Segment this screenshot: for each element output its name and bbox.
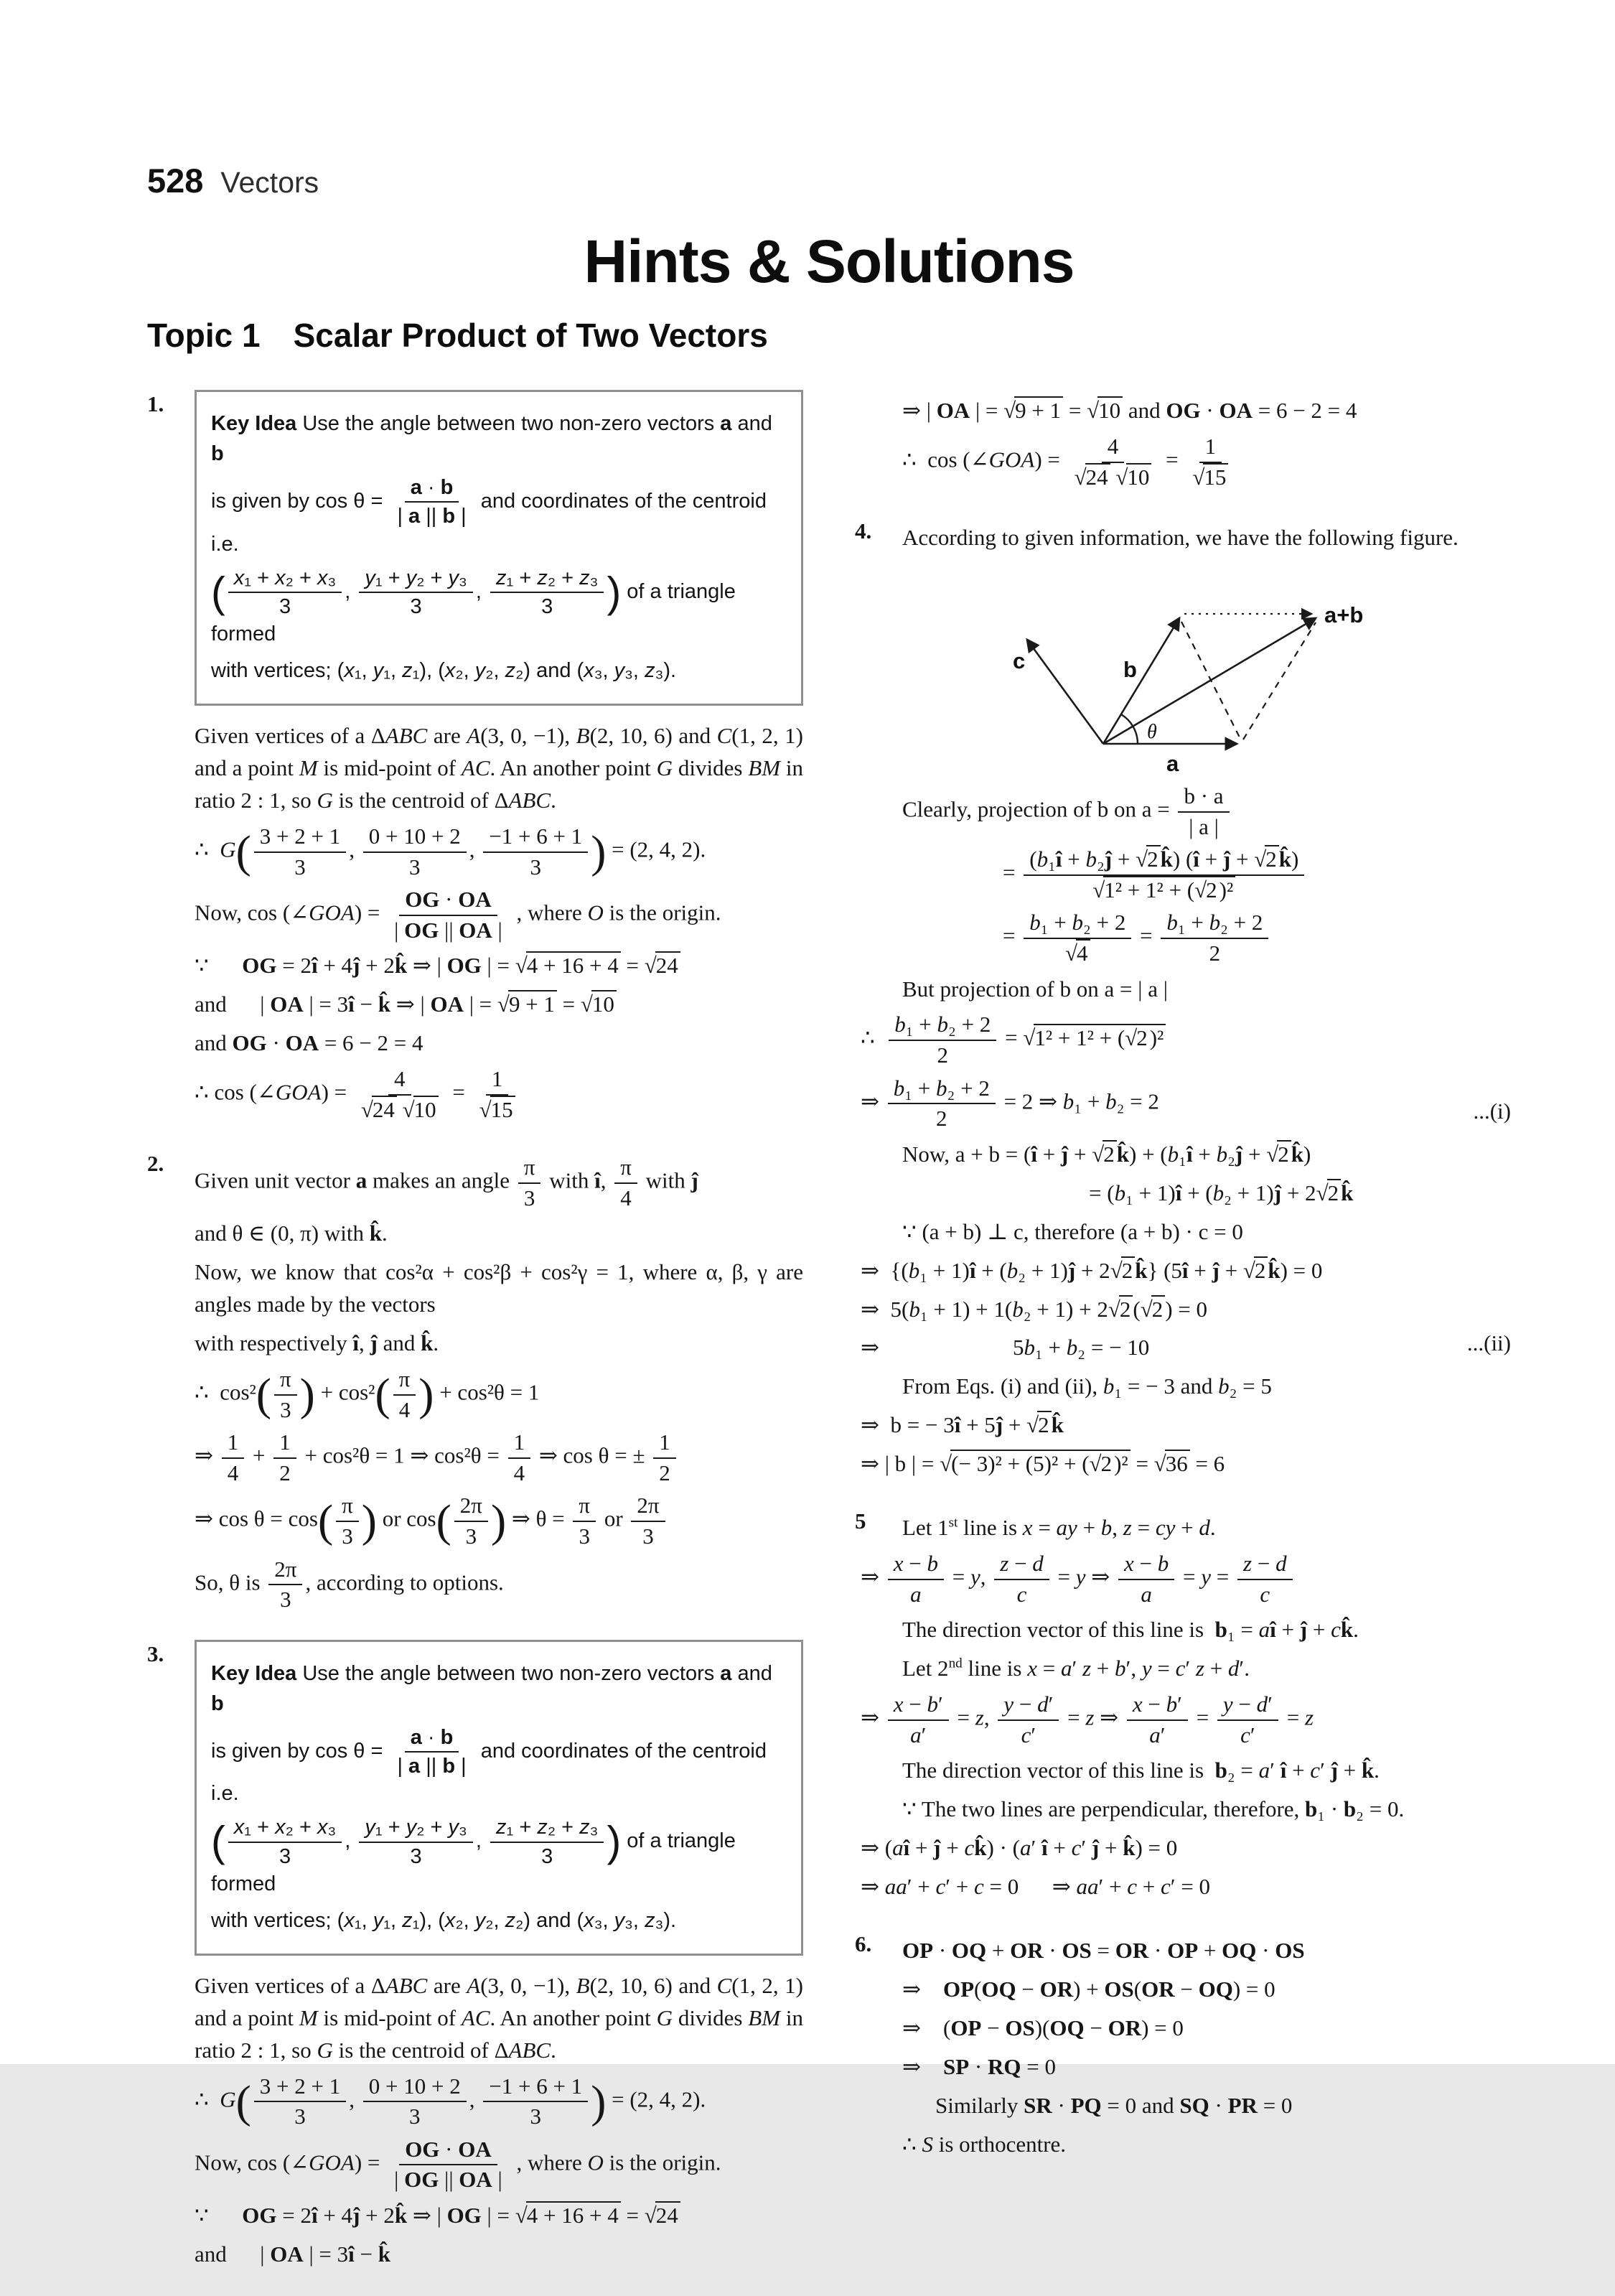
- math-line: ∴ G( $\frac{3 + 2 + 1}{3}$ , $\frac{0 + 10 + 2}{3}$ , $\frac{-1 + 6 + 1}{3}$ ) = (2, 4, 2).: [195, 823, 706, 879]
- math-line: Now, cos (∠GOA) = $\frac{OG \cdot OA}{| OG || OA |}$ , where O is the origin.: [195, 887, 721, 943]
- math-line: ∴ cos²( $\frac{\pi}{3}$ ) + cos²( $\frac{\pi}{4}$ ) + cos²θ = 1: [195, 1366, 540, 1422]
- left-column: [147, 388, 803, 2296]
- label-vector-a-plus-b: a+b: [1324, 602, 1364, 628]
- math-line: with vertices; (x₁, y₁, z₁), (x₂, y₂, z₂) and (x₃, y₃, z₃).: [211, 1908, 677, 1932]
- math-line: ⇒ 5(b₁ + 1) + 1(b₂ + 1) + 2√2(√2) = 0: [861, 1296, 1208, 1322]
- item-body: [195, 388, 803, 1129]
- item-body: [902, 1928, 1511, 2167]
- math-line: and | OA | = 3î − k̂ ⇒ | OA | = √9 + 1 = √10: [195, 989, 803, 1021]
- item-number: 2.: [147, 1151, 164, 1177]
- item-number: 1.: [147, 391, 164, 417]
- label-vector-c: c: [1013, 648, 1026, 674]
- label-theta: θ: [1147, 721, 1157, 744]
- math-line: ⇒ (OP − OS)(OQ − OR) = 0: [902, 2015, 1184, 2040]
- math-line: But projection of b on a = | a |: [902, 976, 1168, 1002]
- item-number: 5: [855, 1508, 866, 1534]
- topic-heading: [147, 312, 1511, 360]
- label-vector-b: b: [1123, 657, 1137, 683]
- math-line: ∴ G( $\frac{3 + 2 + 1}{3}$ , $\frac{0 + 10 + 2}{3}$ , $\frac{-1 + 6 + 1}{3}$ ) = (2, 4, 2).: [195, 2073, 706, 2129]
- math-line: ∴ S is orthocentre.: [902, 2131, 1067, 2157]
- math-line: = (b₁ + 1)î + (b₂ + 1)ĵ + 2√2k̂: [1089, 1180, 1354, 1205]
- two-column-layout: [147, 388, 1511, 2296]
- item-body: [195, 1638, 803, 2277]
- math-line: Given vertices of a ΔABC are A(3, 0, −1), B(2, 10, 6) and C(1, 2, 1) and a point M is mid-point of AC. An another point G divides BM in ratio 2 : 1, so G is the centroid of ΔABC.: [195, 723, 804, 813]
- math-line: ⇒ b = − 3î + 5ĵ + √2k̂: [861, 1412, 1064, 1438]
- math-line: Now, we know that cos²α + cos²β + cos²γ = 1, where α, β, γ are angles made by the vectors: [195, 1259, 803, 1317]
- page-title: Hints & Solutions: [584, 228, 1075, 296]
- math-line: = $\frac{\text{b₁ + b₂ + 2}}{√4}$ = $\frac{\text{b₁ + b₂ + 2}}{2}$: [1003, 910, 1511, 966]
- item-number: 4.: [855, 518, 872, 544]
- math-line: ⇒ cos θ = cos( $\frac{\pi}{3}$ ) or cos( $\frac{2\pi}{3}$ ) ⇒ θ = $\frac{\pi}{3}$ or $\frac{2\pi}{3}$: [195, 1493, 803, 1549]
- math-line: ∴ cos (∠GOA) = $\frac{4}{√24 √10}$ = $\frac{1}{√15}$: [902, 434, 1511, 490]
- math-line: Clearly, projection of b on a = $\frac{b \cdot a}{| a |}$: [902, 783, 1511, 840]
- math-line: ∵ The two lines are perpendicular, therefore, b₁ · b₂ = 0.: [902, 1796, 1405, 1822]
- math-line: Key Idea Use the angle between two non-zero vectors a and b: [211, 1661, 772, 1715]
- solution-item-2: [147, 1148, 803, 1620]
- math-line: ⇒ 5b₁ + b₂ = − 10 ...(ii): [861, 1330, 1511, 1361]
- chapter-name: Vectors: [220, 166, 319, 199]
- math-line: ⇒ | OA | = √9 + 1 = √10 and OG · OA = 6 − 2 = 4: [902, 398, 1357, 424]
- label-vector-a: a: [1166, 751, 1179, 777]
- math-line: ⇒ {(b₁ + 1)î + (b₂ + 1)ĵ + 2√2k̂} (5î + ĵ + √2k̂) = 0: [861, 1257, 1323, 1283]
- math-line: ⇒ | b | = √(− 3)² + (5)² + (√2)² = √36 = 6: [861, 1451, 1225, 1477]
- key-idea-box: [195, 390, 803, 706]
- page-number: 528: [147, 162, 204, 200]
- topic-label: Topic 1: [147, 317, 261, 355]
- vector-diagram-svg: [996, 561, 1398, 776]
- solution-item-3-continued: [855, 388, 1511, 497]
- key-idea-box: [195, 1640, 803, 1956]
- solution-item-1: [147, 388, 803, 1129]
- math-line: Let 2nd line is x = a′ z + b′, y = c′ z + d′.: [902, 1656, 1250, 1681]
- math-line: ∴ $\frac{\text{b₁ + b₂ + 2}}{2}$ = √1² + 1² + (√2)²: [861, 1012, 1511, 1068]
- math-line: with vertices; (x₁, y₁, z₁), (x₂, y₂, z₂) and (x₃, y₃, z₃).: [211, 659, 677, 683]
- item-body: [902, 388, 1511, 497]
- page-header: [147, 157, 1511, 205]
- math-line: ∵ OG = 2î + 4ĵ + 2k̂ ⇒ | OG | = √4 + 16 + 4 = √24: [195, 2200, 803, 2232]
- math-line: ⇒ (aî + ĵ + ck̂) · (a′ î + c′ ĵ + k̂) = 0: [861, 1835, 1178, 1861]
- math-line: is given by cos θ = $\frac{a \cdot b}{| a || b |}$ and coordinates of the centroid i.e.: [211, 476, 767, 556]
- math-line: Key Idea Use the angle between two non-zero vectors a and b: [211, 412, 772, 466]
- math-line: Now, a + b = (î + ĵ + √2k̂) + (b₁î + b₂ĵ + √2k̂): [902, 1141, 1311, 1167]
- item-body: [861, 1506, 1511, 1910]
- item-number: 6.: [855, 1931, 872, 1957]
- vector-b-arrow: [1103, 618, 1179, 744]
- math-line: Now, cos (∠GOA) = $\frac{OG \cdot OA}{| OG || OA |}$ , where O is the origin.: [195, 2136, 721, 2193]
- math-line: ⇒ aa′ + c′ + c = 0 ⇒ aa′ + c + c′ = 0: [861, 1874, 1211, 1900]
- math-line: ⇒ $\frac{x - b}{a}$ = y, $\frac{z - d}{c}$ = y ⇒ $\frac{x - b}{a}$ = y = $\frac{z - d}{c}$: [861, 1551, 1511, 1607]
- vector-c-arrow: [1027, 640, 1103, 744]
- math-line: So, θ is $\frac{2\pi}{3}$ , according to options.: [195, 1556, 504, 1613]
- solution-item-3: [147, 1638, 803, 2277]
- math-line: ( $\frac{\text{x₁ + x₂ + x₃}}{3}$ , $\frac{\text{y₁ + y₂ + y₃}}{3}$ , $\frac{\text{z₁ + z₂ + z₃}}{3}$ ) of a triangle formed: [211, 566, 736, 646]
- solution-item-6: [855, 1928, 1511, 2167]
- math-line: and OG · OA = 6 − 2 = 4: [195, 1030, 423, 1056]
- vector-figure: [996, 561, 1511, 776]
- item-number: 3.: [147, 1641, 164, 1666]
- solution-item-5: [855, 1506, 1511, 1910]
- math-line: ⇒ SP · RQ = 0: [902, 2053, 1056, 2079]
- math-line: Given vertices of a ΔABC are A(3, 0, −1), B(2, 10, 6) and C(1, 2, 1) and a point M is mid-point of AC. An another point G divides BM in ratio 2 : 1, so G is the centroid of ΔABC.: [195, 1972, 804, 2063]
- math-line: with respectively î, ĵ and k̂.: [195, 1330, 439, 1356]
- math-line: From Eqs. (i) and (ii), b₁ = − 3 and b₂ = 5: [902, 1373, 1272, 1399]
- item-number-spacer: [855, 388, 892, 497]
- right-column: [855, 388, 1511, 2186]
- dashed-b-to-a-tip: [1181, 622, 1240, 739]
- math-line: ⇒ OP(OQ − OR) + OS(OR − OQ) = 0: [902, 1977, 1275, 2002]
- math-line: is given by cos θ = $\frac{a \cdot b}{| a || b |}$ and coordinates of the centroid i.e.: [211, 1725, 767, 1806]
- math-line: According to given information, we have the following figure.: [902, 525, 1459, 551]
- math-line: Similarly SR · PQ = 0 and SQ · PR = 0: [935, 2092, 1293, 2118]
- topic-title: Scalar Product of Two Vectors: [293, 317, 768, 355]
- math-line: and θ ∈ (0, π) with k̂.: [195, 1221, 388, 1246]
- math-line: The direction vector of this line is b₁ = aî + ĵ + ck̂.: [902, 1617, 1359, 1643]
- item-body: [195, 1148, 803, 1620]
- item-body: [861, 515, 1511, 1487]
- solution-item-4: [855, 515, 1511, 1487]
- math-line: and | OA | = 3î − k̂: [195, 2241, 391, 2267]
- math-line: ∵ (a + b) ⊥ c, therefore (a + b) · c = 0: [902, 1218, 1243, 1244]
- math-line: Let 1st line is x = ay + b, z = cy + d.: [902, 1515, 1216, 1541]
- math-line: ∵ OG = 2î + 4ĵ + 2k̂ ⇒ | OG | = √4 + 16 + 4 = √24: [195, 950, 803, 982]
- math-line: ⇒ $\frac{1}{4}$ + $\frac{1}{2}$ + cos²θ = 1 ⇒ cos²θ = $\frac{1}{4}$ ⇒ cos θ = ± $\frac{1}{2}$: [195, 1429, 803, 1486]
- math-line: ∴ cos (∠GOA) = $\frac{4}{√24 √10}$ = $\frac{1}{√15}$: [195, 1066, 803, 1123]
- math-line: OP · OQ + OR · OS = OR · OP + OQ · OS: [902, 1938, 1305, 1964]
- math-line: ⇒ $\frac{\text{b₁ + b₂ + 2}}{2}$ = 2 ⇒ b₁ + b₂ = 2 ...(i): [861, 1075, 1511, 1131]
- math-line: The direction vector of this line is b₂ = a′ î + c′ ĵ + k̂.: [902, 1758, 1380, 1783]
- math-line: = $\frac{\text{(b₁î + b₂ĵ + √2k̂) (î + ĵ + √2k̂)}}{\text{√1² + 1² + (√2)²}}$: [1003, 846, 1511, 903]
- math-line: ⇒ $\frac{x - b'}{a'}$ = z, $\frac{y - d'}{c'}$ = z ⇒ $\frac{x - b'}{a'}$ = $\frac{y - d'}{c'}$ = z: [861, 1691, 1314, 1747]
- math-line: ( $\frac{\text{x₁ + x₂ + x₃}}{3}$ , $\frac{\text{y₁ + y₂ + y₃}}{3}$ , $\frac{\text{z₁ + z₂ + z₃}}{3}$ ) of a triangle formed: [211, 1816, 736, 1895]
- math-line: Given unit vector a makes an angle $\frac{\pi}{3}$ with î, $\frac{\pi}{4}$ with ĵ: [195, 1154, 698, 1210]
